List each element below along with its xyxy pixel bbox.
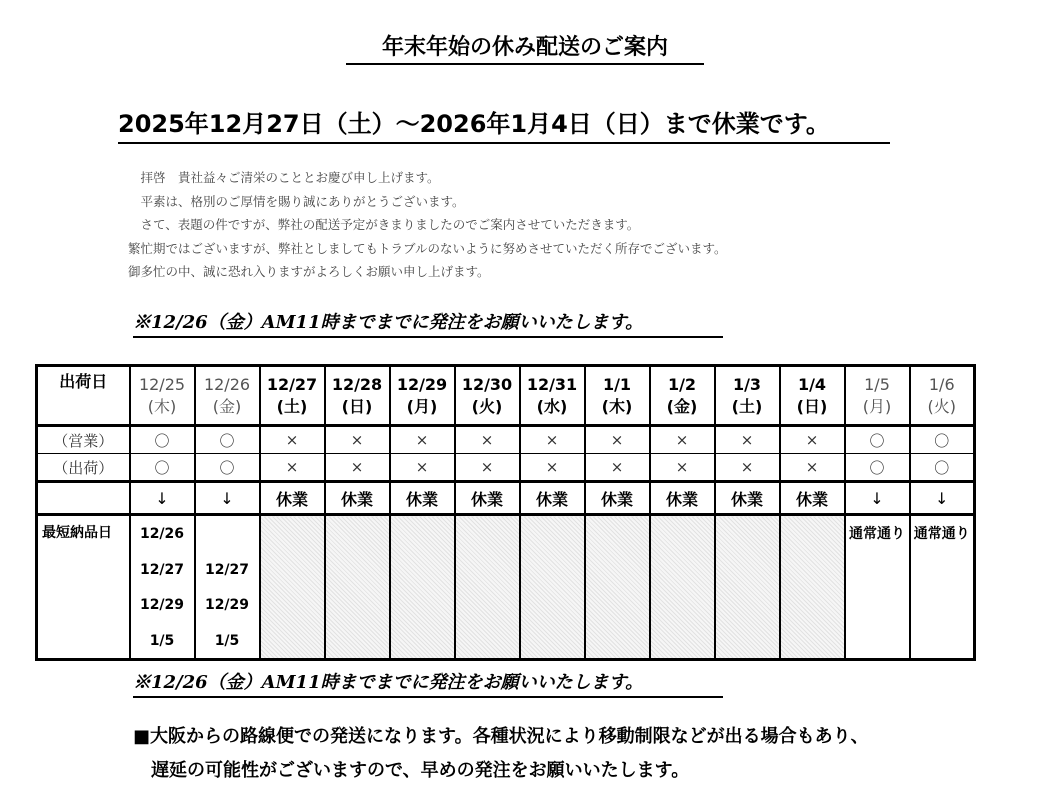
date-header-cell <box>520 366 585 426</box>
date-header-cell <box>260 366 325 426</box>
business-status-cell: × <box>520 426 585 454</box>
business-label: （営業） <box>37 426 130 454</box>
date-header-cell <box>455 366 520 426</box>
delivery-date: 12/26 <box>139 526 185 542</box>
shipping-status-cell: 〇 <box>130 454 195 482</box>
shipping-schedule-table <box>35 364 976 661</box>
date-label: 1/2 <box>667 374 697 394</box>
weekday-label: (日) <box>796 396 828 416</box>
delivery-cell <box>325 515 390 660</box>
delivery-date: 12/29 <box>139 597 185 613</box>
business-status-cell: 〇 <box>910 426 975 454</box>
closure-cell: 休業 <box>650 482 715 515</box>
date-header-cell <box>390 366 455 426</box>
delivery-label: 最短納品日 <box>37 515 130 660</box>
closure-cell: 休業 <box>260 482 325 515</box>
holiday-period: 2025年12月27日（土）～2026年1月4日（日）まで休業です。 <box>118 104 890 144</box>
weekday-label: (土) <box>731 396 763 416</box>
weekday-label: (土) <box>276 396 308 416</box>
weekday-label: (日) <box>341 396 373 416</box>
greeting-line: 拝啓 貴社益々ご清栄のこととお慶び申し上げます。 <box>128 170 440 185</box>
weekday-label: (月) <box>862 396 892 416</box>
weekday-label: (月) <box>406 396 438 416</box>
weekday-label: (木) <box>601 396 633 416</box>
greeting-line: 平素は、格別のご厚情を賜り誠にありがとうございます。 <box>128 193 465 209</box>
weekday-label: (火) <box>927 396 956 416</box>
date-label: 1/4 <box>797 374 827 394</box>
shipping-status-cell: × <box>780 454 845 482</box>
date-label: 1/5 <box>864 374 890 394</box>
date-label: 1/6 <box>928 374 955 394</box>
date-header-cell <box>130 366 195 426</box>
business-status-cell: × <box>455 426 520 454</box>
business-status-cell: × <box>650 426 715 454</box>
business-status-cell: × <box>260 426 325 454</box>
delivery-cell <box>520 515 585 660</box>
closure-cell: ↓ <box>845 482 910 515</box>
greeting-line: 繁忙期ではございますが、弊社としましてもトラブルのないように努めさせていただく所存でございます。 <box>128 240 727 256</box>
delivery-cell <box>650 515 715 660</box>
business-status-cell: × <box>715 426 780 454</box>
shipping-status-cell: × <box>455 454 520 482</box>
business-status-cell: × <box>325 426 390 454</box>
shipping-row <box>37 454 975 482</box>
shipping-status-cell: 〇 <box>195 454 260 482</box>
date-label: 12/26 <box>203 374 251 394</box>
date-header-cell <box>715 366 780 426</box>
date-header-cell <box>845 366 910 426</box>
delivery-date: 12/29 <box>204 597 250 613</box>
delivery-cell <box>390 515 455 660</box>
closure-cell: 休業 <box>780 482 845 515</box>
shipping-note-line: ■大阪からの路線便での発送になります。各種状況により移動制限などが出る場合もあり、 <box>133 726 869 747</box>
business-status-cell: 〇 <box>845 426 910 454</box>
delivery-cell <box>780 515 845 660</box>
delivery-date: 1/5 <box>214 632 240 649</box>
greeting-text <box>128 166 727 284</box>
weekday-label: (金) <box>666 396 698 416</box>
date-header-cell <box>195 366 260 426</box>
date-label: 12/29 <box>396 374 448 394</box>
shipping-note-line: 遅延の可能性がございますので、早めの発注をお願いいたします。 <box>133 760 690 781</box>
weekday-label: (火) <box>471 396 503 416</box>
date-header-row <box>37 366 975 426</box>
closure-cell: ↓ <box>195 482 260 515</box>
greeting-line: 御多忙の中、誠に恐れ入りますがよろしくお願い申し上げます。 <box>128 264 490 279</box>
shipping-date-label: 出荷日 <box>37 366 130 426</box>
date-label: 12/30 <box>461 374 513 394</box>
delivery-cell <box>715 515 780 660</box>
weekday-label: (金) <box>212 396 242 416</box>
business-row <box>37 426 975 454</box>
weekday-label: (木) <box>147 396 177 416</box>
date-header-cell <box>650 366 715 426</box>
delivery-row <box>37 515 975 660</box>
closure-cell: 休業 <box>455 482 520 515</box>
weekday-label: (水) <box>536 396 568 416</box>
closure-cell: ↓ <box>130 482 195 515</box>
delivery-cell <box>845 515 910 660</box>
delivery-cell <box>585 515 650 660</box>
business-status-cell: × <box>390 426 455 454</box>
delivery-cell <box>260 515 325 660</box>
date-header-cell <box>325 366 390 426</box>
order-deadline-notice: ※12/26（金）AM11時までまでに発注をお願いいたします。 <box>133 308 723 338</box>
closure-cell: 休業 <box>325 482 390 515</box>
date-label: 12/25 <box>138 374 186 394</box>
greeting-line: さて、表題の件ですが、弊社の配送予定がきまりましたのでご案内させていただきます。 <box>128 217 640 232</box>
shipping-label: （出荷） <box>37 454 130 482</box>
delivery-cell <box>130 515 195 660</box>
date-label: 12/28 <box>331 374 383 394</box>
shipping-status-cell: × <box>650 454 715 482</box>
closure-cell: 休業 <box>520 482 585 515</box>
delivery-date <box>196 516 259 552</box>
date-header-cell <box>910 366 975 426</box>
business-status-cell: 〇 <box>130 426 195 454</box>
business-status-cell: × <box>585 426 650 454</box>
shipping-note <box>133 720 869 788</box>
delivery-cell <box>455 515 520 660</box>
closure-cell: 休業 <box>585 482 650 515</box>
delivery-date: 通常通り <box>849 526 905 542</box>
shipping-status-cell: × <box>390 454 455 482</box>
delivery-cell <box>910 515 975 660</box>
date-header-cell <box>780 366 845 426</box>
shipping-status-cell: × <box>325 454 390 482</box>
business-status-cell: 〇 <box>195 426 260 454</box>
business-status-cell: × <box>780 426 845 454</box>
shipping-status-cell: × <box>715 454 780 482</box>
date-label: 1/1 <box>602 374 632 394</box>
date-header-cell <box>585 366 650 426</box>
closure-label <box>37 482 130 515</box>
date-label: 12/31 <box>526 374 578 394</box>
order-deadline-notice: ※12/26（金）AM11時までまでに発注をお願いいたします。 <box>133 668 723 698</box>
closure-row <box>37 482 975 515</box>
shipping-status-cell: × <box>260 454 325 482</box>
date-label: 1/3 <box>732 374 762 394</box>
delivery-date: 通常通り <box>913 526 970 542</box>
date-label: 12/27 <box>266 374 318 394</box>
shipping-status-cell: × <box>585 454 650 482</box>
delivery-date: 12/27 <box>204 561 250 578</box>
delivery-date: 1/5 <box>149 632 175 649</box>
closure-cell: 休業 <box>715 482 780 515</box>
page-title: 年末年始の休み配送のご案内 <box>0 30 1050 61</box>
shipping-status-cell: × <box>520 454 585 482</box>
closure-cell: 休業 <box>390 482 455 515</box>
closure-cell: ↓ <box>910 482 975 515</box>
shipping-status-cell: 〇 <box>845 454 910 482</box>
delivery-cell <box>195 515 260 660</box>
delivery-date: 12/27 <box>139 561 185 578</box>
shipping-status-cell: 〇 <box>910 454 975 482</box>
